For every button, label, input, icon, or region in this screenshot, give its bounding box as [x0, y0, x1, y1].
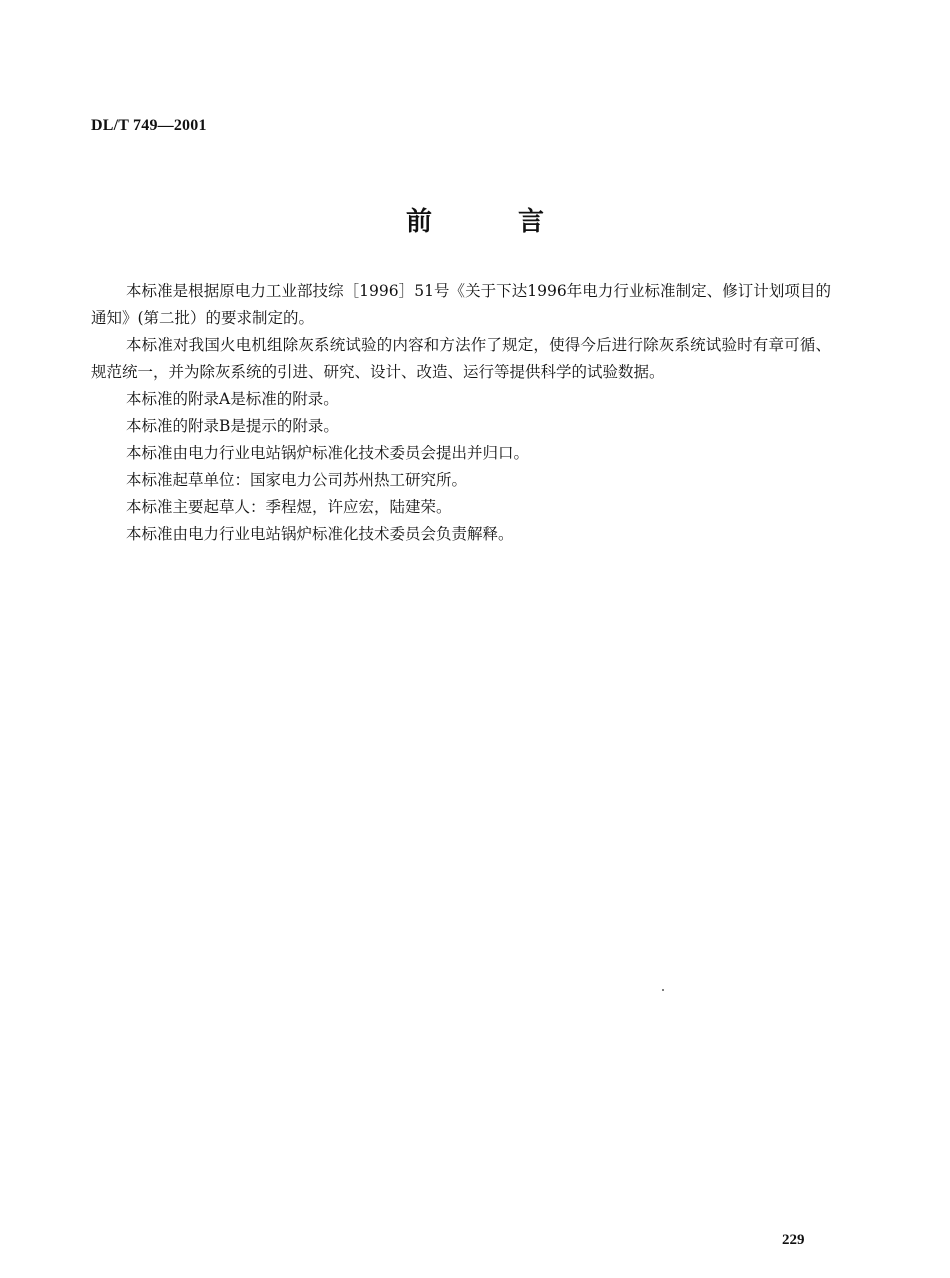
paragraph-scope: 本标准对我国火电机组除灰系统试验的内容和方法作了规定，使得今后进行除灰系统试验时有章可循、规范统一，并为除灰系统的引进、研究、设计、改造、运行等提供科学的试验数据。 — [91, 336, 831, 381]
paragraph-origin: 本标准是根据原电力工业部技综［1996］51号《关于下达1996年电力行业标准制定、修订计划项目的通知》(第二批）的要求制定的。 — [91, 282, 831, 327]
paragraph-appendix-b: 本标准的附录B是提示的附录。 — [126, 417, 339, 435]
paragraph-interpretation: 本标准由电力行业电站锅炉标准化技术委员会负责解释。 — [126, 525, 514, 543]
paragraph-proposer: 本标准由电力行业电站锅炉标准化技术委员会提出并归口。 — [126, 444, 530, 462]
paragraph-drafters: 本标准主要起草人：季程煜，许应宏，陆建荣。 — [126, 498, 452, 516]
scan-speck — [662, 989, 664, 991]
paragraph-appendix-a: 本标准的附录A是标准的附录。 — [126, 390, 339, 408]
page-number: 229 — [782, 1232, 805, 1248]
page-title-char-2: 言 — [518, 207, 545, 237]
page-title — [0, 204, 950, 240]
paragraph-drafting-unit: 本标准起草单位：国家电力公司苏州热工研究所。 — [126, 471, 468, 489]
standard-code: DL/T 749—2001 — [91, 117, 207, 134]
page-title-char-1: 前 — [405, 207, 432, 237]
foreword-body — [91, 278, 831, 548]
